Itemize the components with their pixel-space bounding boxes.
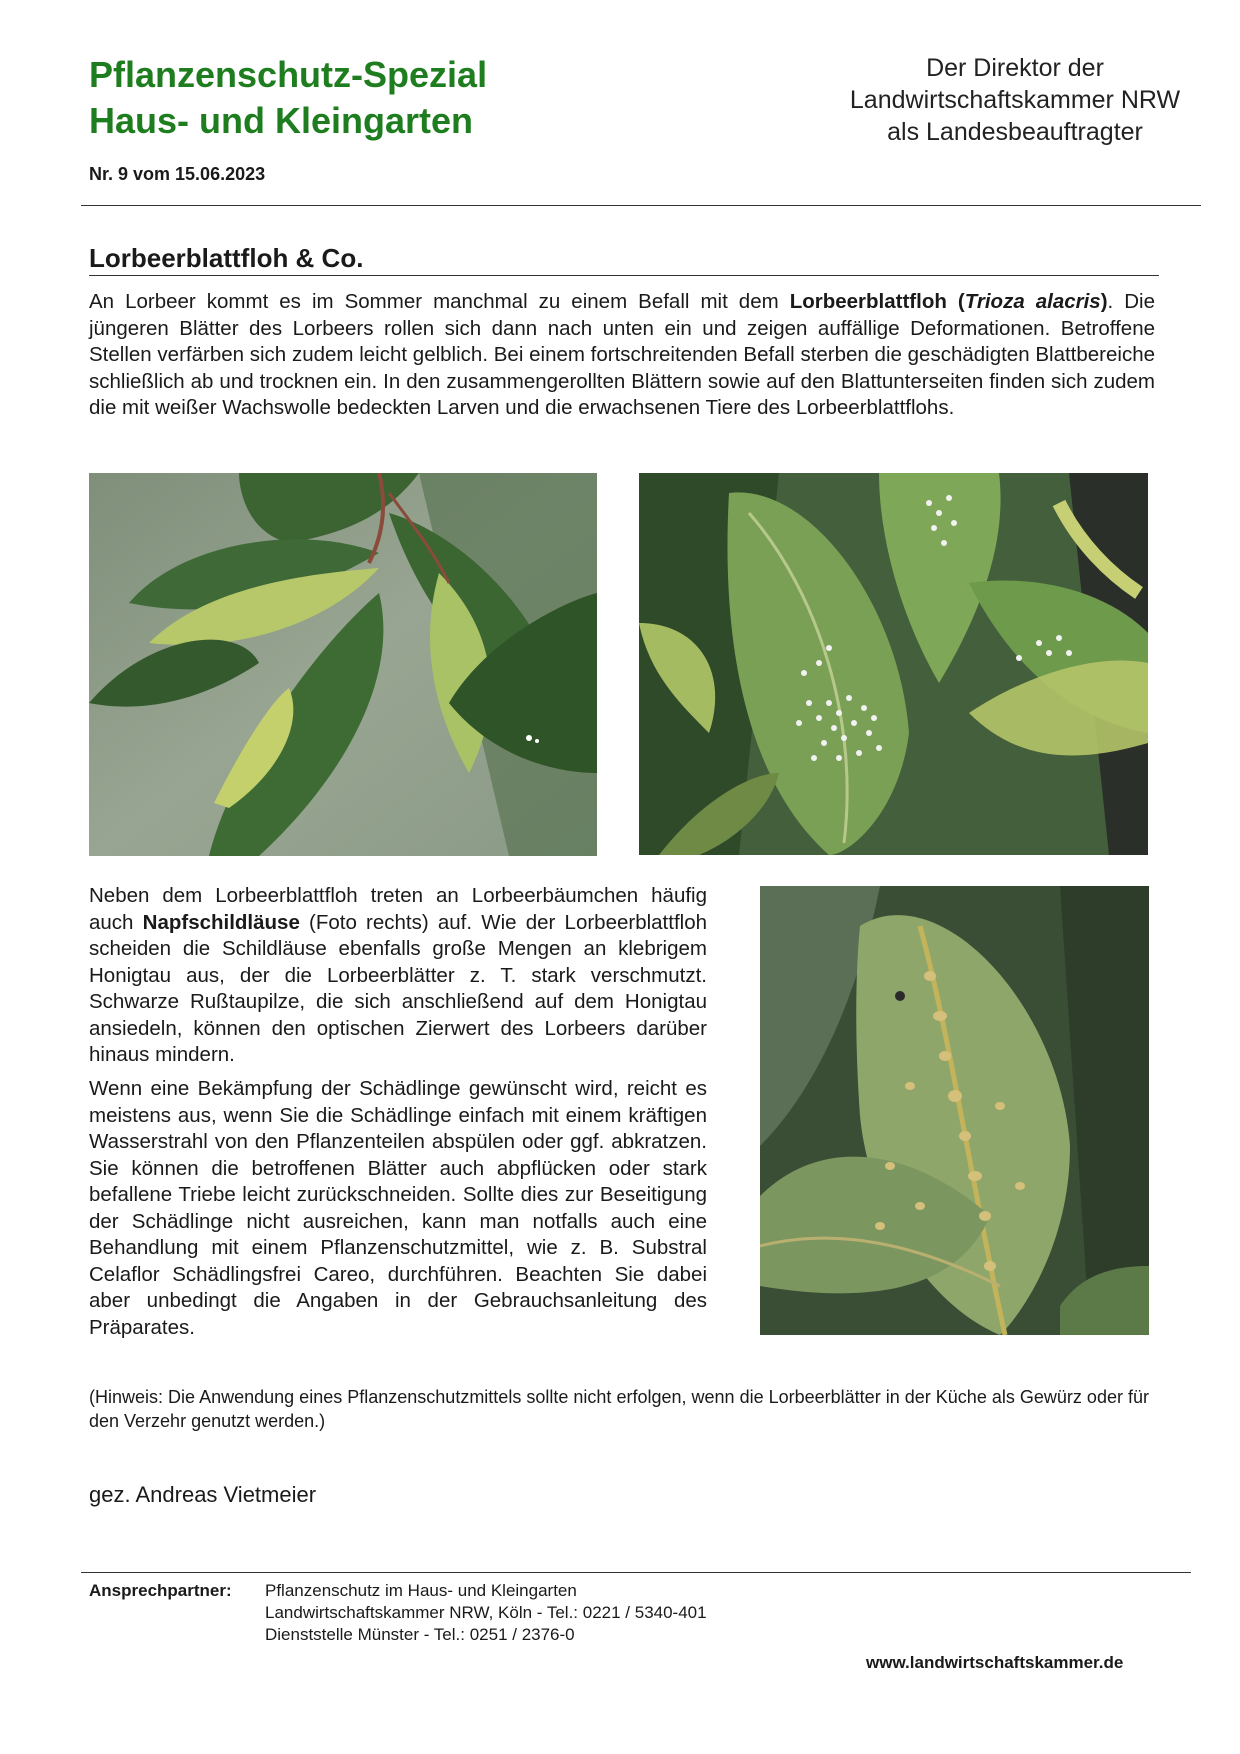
contact-line3: Dienststelle Münster - Tel.: 0251 / 2376-0 [265,1625,575,1644]
contact-label: Ansprechpartner: [89,1581,232,1600]
photo-rolled-leaves [89,473,597,856]
contact-details [265,1580,707,1646]
control-paragraph: Wenn eine Bekämpfung der Schädlinge gewünscht wird, reicht es meistens aus, wenn Sie die Schädlinge einfach mit einem kräftigen Wasserstrahl von den Pflanzenteilen abspülen oder ggf. abkratzen. Sie können die betroffenen Blätter auch abpflücken oder stark befallene Triebe leicht zurückschneiden. Sollte dies zur Beseitigung der Schädlinge nicht ausreichen, kann man notfalls auch eine Behandlung mit einem Pflanzenschutzmittel, wie z. B. Substral Celaflor Schädlingsfrei Careo, durchführen. Beachten Sie dabei aber unbedingt die Angaben in der Gebrauchsanleitung des Präparates. [89,1077,707,1339]
p1-bold-close: ) [1100,290,1108,313]
photo-psyllid-larvae [639,473,1148,855]
website-link[interactable]: www.landwirtschaftskammer.de [866,1653,1124,1672]
director-block [820,52,1210,148]
contact-line1: Pflanzenschutz im Haus- und Kleingarten [265,1581,577,1600]
director-line1: Der Direktor der [926,54,1104,82]
photo-scale-insects [760,886,1149,1335]
intro-paragraph [89,289,1155,422]
p2-text-c: (Foto rechts) auf. Wie der Lorbeerblattfloh scheiden die Schildläuse ebenfalls große Mengen an klebrigem Honigtau aus, der die Lorbeerblätter z. T. stark verschmutzt. Schwarze Rußtaupilze, die sich anschließend auf dem Honigtau ansiedeln, können den optischen Zierwert des Lorbeers darüber hinaus mindern. [89,910,707,1066]
p2-text-a: Neben dem Lorbeerblattfloh treten an Lorbeerbäumchen häufig auch [89,884,707,934]
p2-bold-pest: Napfschildläuse [142,910,300,934]
scale-insect-paragraph [89,883,707,1069]
publication-title-line1: Pflanzenschutz-Spezial [89,54,488,95]
director-line3: als Landesbeauftragter [887,118,1143,146]
footer-divider [81,1572,1191,1573]
publication-title-line2: Haus- und Kleingarten [89,100,474,141]
scale-insects-image [760,886,1149,1335]
heading-divider [89,275,1159,276]
rolled-leaves-image [89,473,597,856]
p1-text-e: . Die jüngeren Blätter des Lorbeers rollen sich dann nach unten ein und zeigen auffällige Deformationen. Betroffene Stellen verfärben sich zudem leicht gelblich. Bei einem fortschreitenden Befall sterben die geschädigten Blattbereiche schließlich ab und trocknen ein. In den zusammengerollten Blättern sowie auf den Blattunterseiten finden sich zudem die mit weißer Wachswolle bedeckten Larven und die erwachsenen Tiere des Lorbeerblattflohs. [89,290,1156,419]
contact-line2: Landwirtschaftskammer NRW, Köln - Tel.: 0221 / 5340-401 [265,1603,707,1622]
header-divider [81,205,1201,206]
p1-latin-name: Trioza alacris [964,290,1101,313]
signature: gez. Andreas Vietmeier [89,1482,317,1507]
director-line2: Landwirtschaftskammer NRW [849,86,1181,114]
p1-bold-pest: Lorbeerblattfloh ( [789,290,965,313]
publication-title [89,52,487,144]
p1-text-a: An Lorbeer kommt es im Sommer manchmal zu einem Befall mit dem [89,290,790,313]
issue-number: Nr. 9 vom 15.06.2023 [89,164,266,184]
usage-note: (Hinweis: Die Anwendung eines Pflanzenschutzmittels sollte nicht erfolgen, wenn die Lorbeerblätter in der Küche als Gewürz oder für den Verzehr genutzt werden.) [89,1387,1149,1431]
psyllid-larvae-image [639,473,1148,855]
article-heading: Lorbeerblattfloh & Co. [89,243,364,273]
